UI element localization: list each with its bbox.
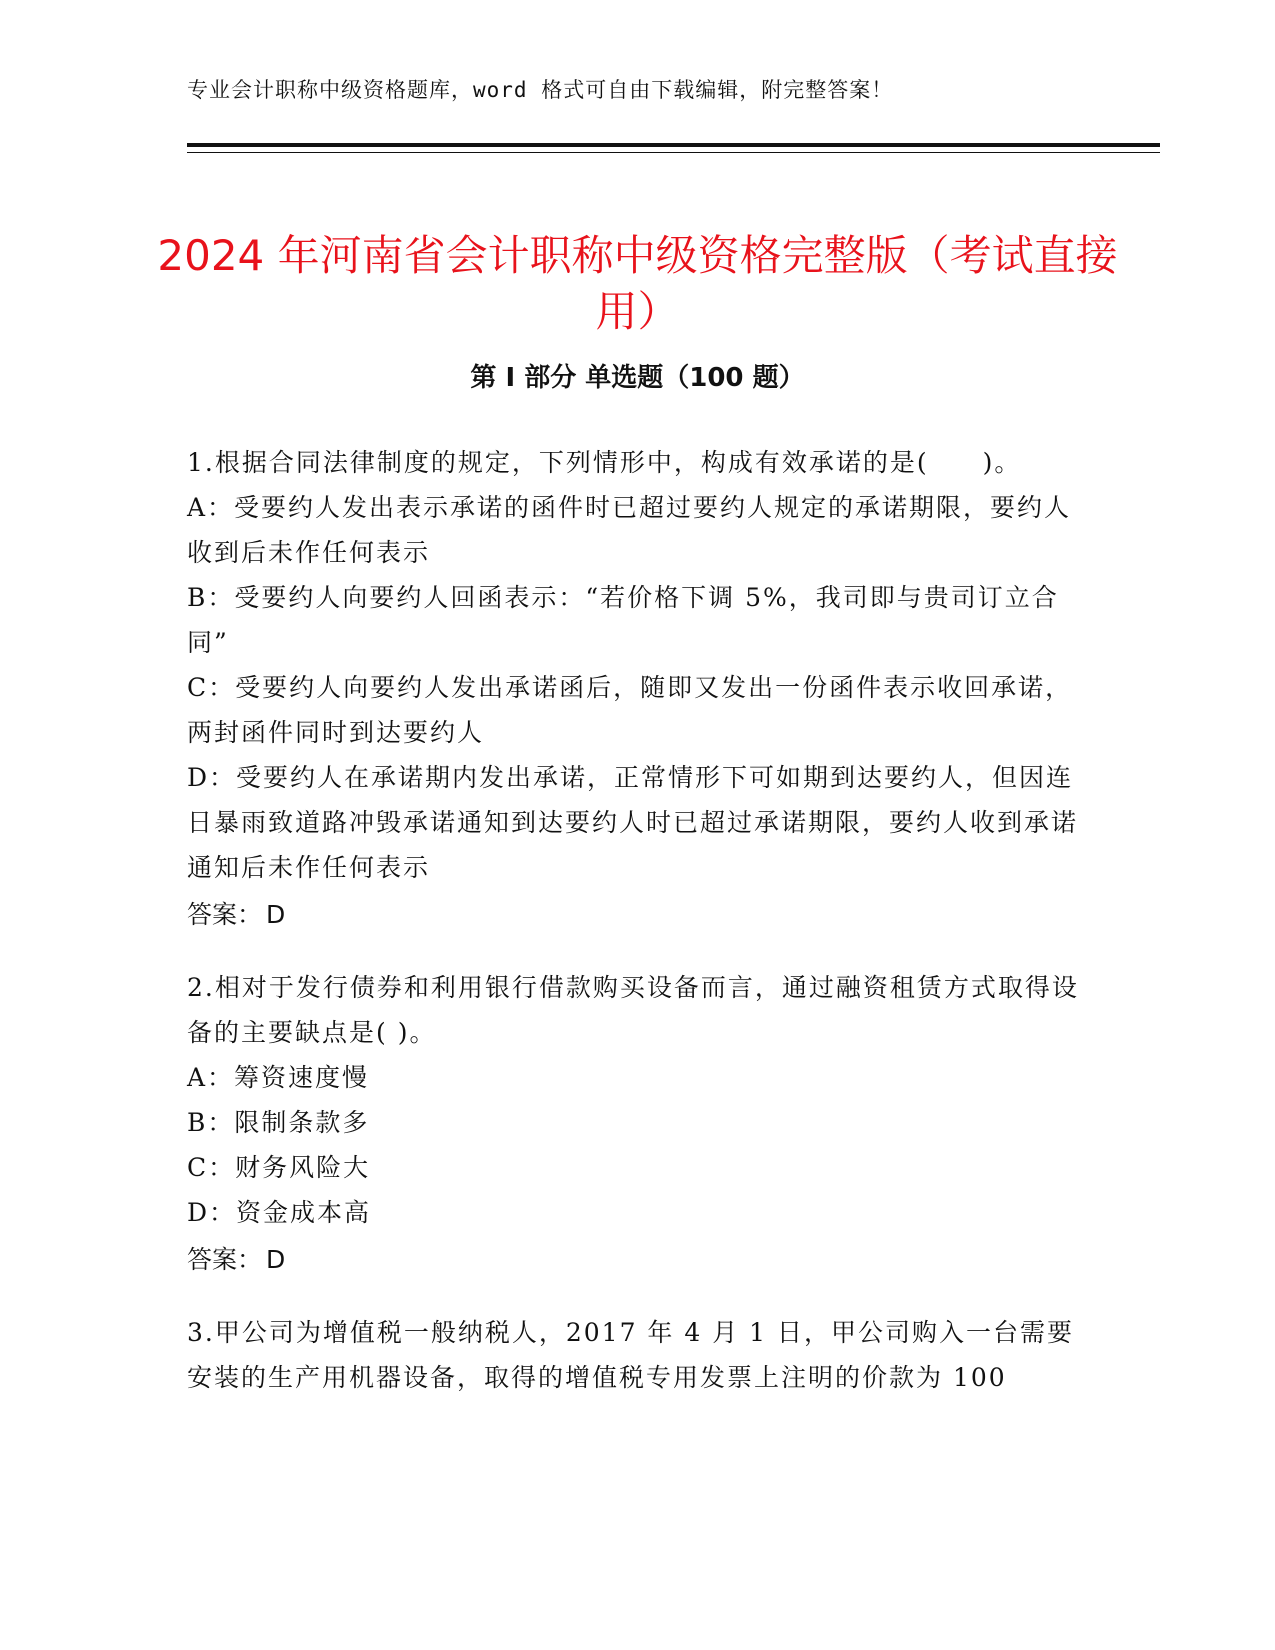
option-d: D：资金成本高 [187,1198,372,1227]
answer-value: D [266,900,286,929]
answer [187,1237,1087,1282]
question-3 [187,1310,1087,1400]
answer-label: 答案： [187,1245,263,1274]
answer-label: 答案： [187,900,263,929]
answer [187,892,1087,937]
question-list [187,440,1087,1428]
option-a: A：受要约人发出表示承诺的函件时已超过要约人规定的承诺期限，要约人收到后未作任何表示 [187,493,1072,567]
question-stem: 1.根据合同法律制度的规定，下列情形中，构成有效承诺的是( )。 [187,448,1022,477]
option-c: C：受要约人向要约人发出承诺函后，随即又发出一份函件表示收回承诺，两封函件同时到达要约人 [187,673,1073,747]
document-title: 2024 年河南省会计职称中级资格完整版（考试直接用） [157,231,1118,337]
answer-value: D [266,1245,286,1274]
question-1 [187,440,1087,937]
header-note: 专业会计职称中级资格题库，word 格式可自由下载编辑，附完整答案！ [187,78,894,102]
section-heading: 第 I 部分 单选题（100 题） [470,363,805,393]
option-b: B：限制条款多 [187,1108,370,1137]
option-b: B：受要约人向要约人回函表示：“若价格下调 5%，我司即与贵司订立合同” [187,583,1059,657]
header-rule-thick [187,143,1160,147]
question-stem: 2.相对于发行债券和利用银行借款购买设备而言，通过融资租赁方式取得设备的主要缺点是( )。 [187,973,1079,1047]
option-c: C：财务风险大 [187,1153,371,1182]
option-d: D：受要约人在承诺期内发出承诺，正常情形下可如期到达要约人，但因连日暴雨致道路冲毁承诺通知到达要约人时已超过承诺期限，要约人收到承诺通知后未作任何表示 [187,763,1079,882]
header-rule-thin [187,152,1160,153]
question-2 [187,965,1087,1282]
question-stem: 3.甲公司为增值税一般纳税人，2017 年 4 月 1 日，甲公司购入一台需要安装的生产用机器设备，取得的增值税专用发票上注明的价款为 100 [187,1318,1075,1392]
option-a: A：筹资速度慢 [187,1063,370,1092]
